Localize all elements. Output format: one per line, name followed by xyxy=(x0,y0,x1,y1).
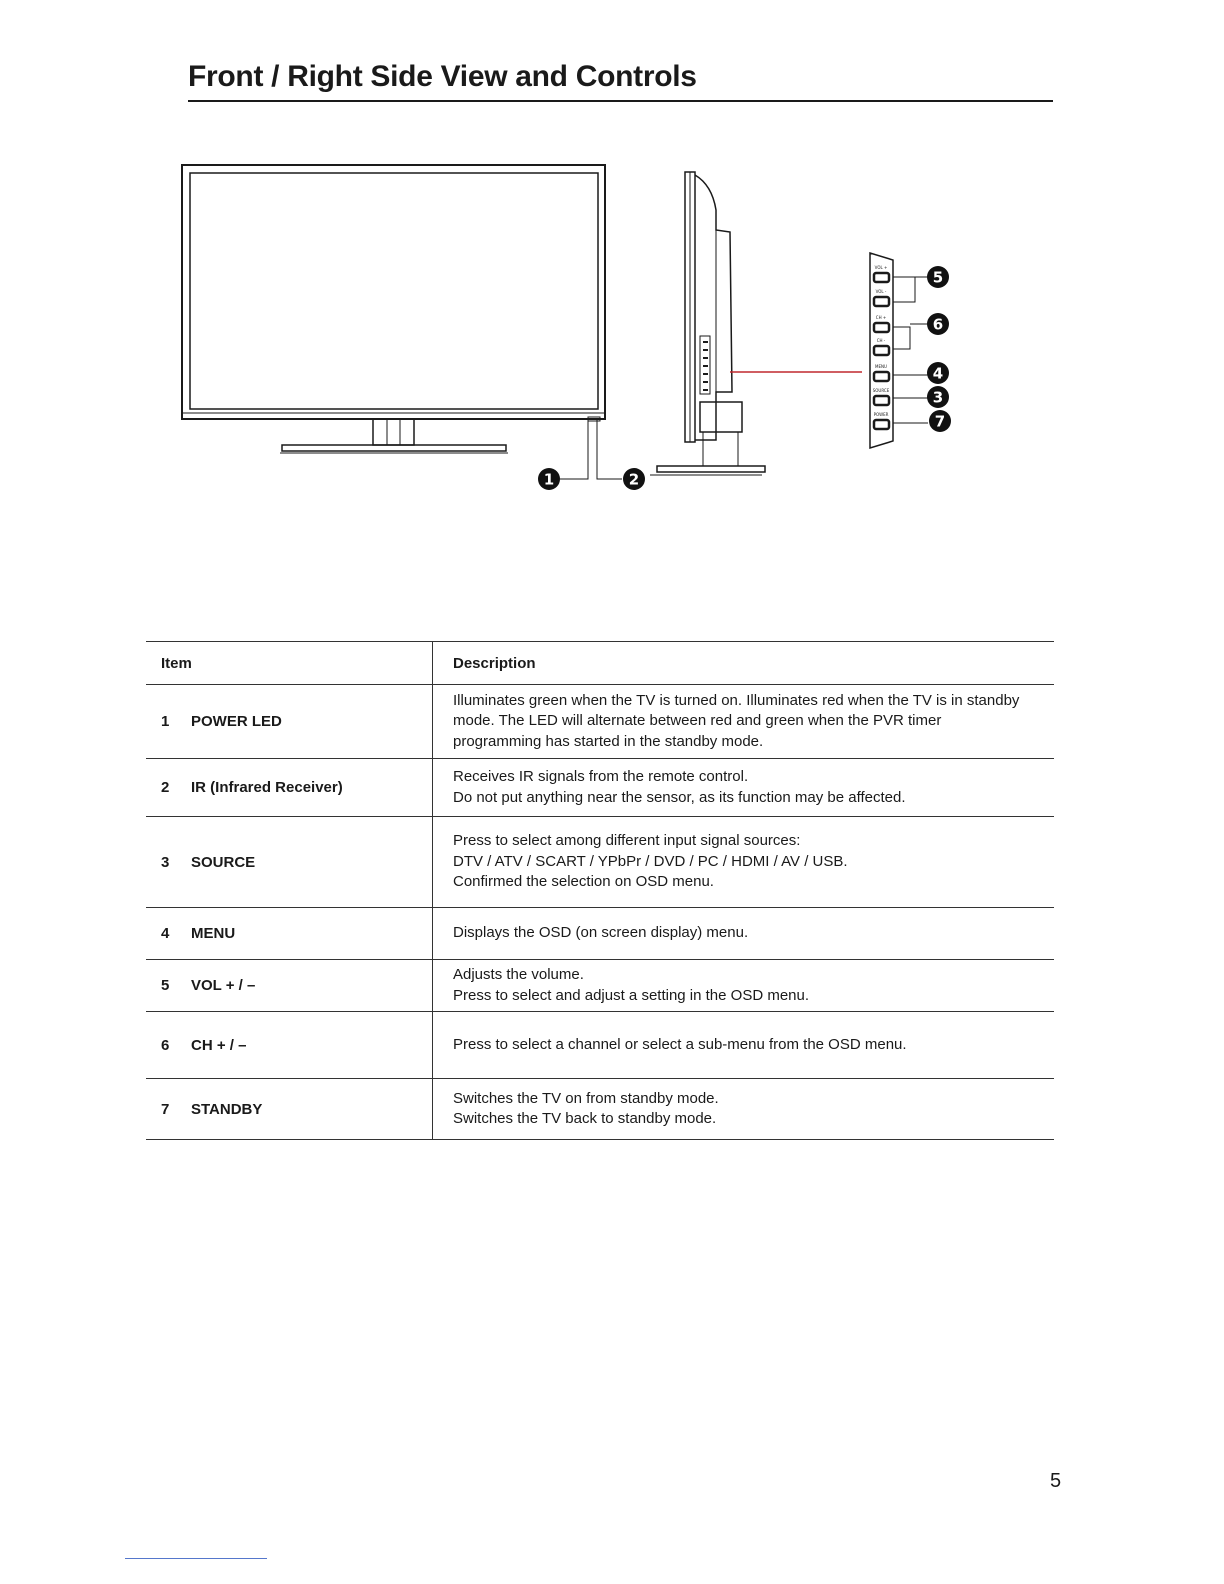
description-cell xyxy=(433,759,1055,817)
svg-text:POWER: POWER xyxy=(873,412,889,417)
callout-6 xyxy=(927,313,949,335)
svg-text:5: 5 xyxy=(932,268,944,287)
ch-minus-button xyxy=(874,346,889,355)
description-line: Do not put anything near the sensor, as its function may be affected. xyxy=(453,788,906,806)
item-name: CH + / – xyxy=(191,1036,247,1054)
table-row xyxy=(146,908,1054,960)
page-title: Front / Right Side View and Controls xyxy=(188,58,1053,102)
power-button xyxy=(874,420,889,429)
description-line: Switches the TV on from standby mode. xyxy=(453,1089,719,1107)
callout-7 xyxy=(929,410,951,432)
description-cell xyxy=(433,960,1055,1012)
description-cell xyxy=(433,1079,1055,1140)
item-number: 6 xyxy=(161,1036,170,1054)
svg-text:3: 3 xyxy=(932,388,944,407)
description-line: DTV / ATV / SCART / YPbPr / DVD / PC / HDMI / AV / USB. xyxy=(453,852,848,870)
item-name: IR (Infrared Receiver) xyxy=(191,779,343,796)
description-cell xyxy=(433,908,1055,960)
svg-text:SOURCE: SOURCE xyxy=(872,388,890,393)
callout-1 xyxy=(538,468,560,490)
item-cell xyxy=(146,908,433,960)
callout-leaders-front xyxy=(560,420,622,479)
svg-text:MENU: MENU xyxy=(875,364,887,369)
description-line: Receives IR signals from the remote control. xyxy=(453,768,749,785)
svg-text:CH -: CH - xyxy=(876,338,886,343)
svg-text:CH +: CH + xyxy=(875,315,887,320)
table-row xyxy=(146,817,1054,908)
item-name: VOL + / – xyxy=(191,977,256,994)
item-number: 7 xyxy=(161,1100,170,1118)
item-name: SOURCE xyxy=(191,853,256,871)
description-line: Illuminates green when the TV is turned on. Illuminates red when the TV is in standby xyxy=(453,691,1020,709)
item-name: MENU xyxy=(191,925,236,942)
callout-4 xyxy=(927,362,949,384)
callout-3 xyxy=(927,386,949,408)
description-line: Press to select among different input signal sources: xyxy=(453,832,801,850)
side-button-panel xyxy=(870,253,928,448)
description-line: Displays the OSD (on screen display) menu. xyxy=(453,924,749,942)
item-number: 2 xyxy=(161,779,170,796)
item-number: 5 xyxy=(161,977,170,994)
description-cell xyxy=(433,685,1055,759)
description-line: Adjusts the volume. xyxy=(453,966,584,983)
table-row xyxy=(146,759,1054,817)
item-number: 3 xyxy=(161,853,170,871)
tv-diagram xyxy=(0,140,1224,500)
svg-text:7: 7 xyxy=(934,412,946,431)
svg-text:4: 4 xyxy=(932,364,944,383)
ch-plus-button xyxy=(874,323,889,332)
description-line: Press to select a channel or select a sub-menu from the OSD menu. xyxy=(453,1035,907,1053)
svg-text:1: 1 xyxy=(543,470,555,489)
item-cell xyxy=(146,1012,433,1079)
vol-minus-button xyxy=(874,297,889,306)
table-row xyxy=(146,685,1054,759)
item-cell xyxy=(146,685,433,759)
description-line: programming has started in the standby mode. xyxy=(453,732,764,750)
table-row xyxy=(146,960,1054,1012)
callout-5 xyxy=(927,266,949,288)
description-line: Switches the TV back to standby mode. xyxy=(453,1110,717,1127)
svg-text:2: 2 xyxy=(628,470,640,489)
header-item: Item xyxy=(146,642,433,685)
header-description: Description xyxy=(433,642,1055,685)
menu-button xyxy=(874,372,889,381)
item-cell xyxy=(146,960,433,1012)
vol-plus-button xyxy=(874,273,889,282)
svg-text:VOL +: VOL + xyxy=(874,265,888,270)
item-number: 4 xyxy=(161,925,170,942)
page-number: 5 xyxy=(1050,1470,1062,1492)
callout-2 xyxy=(623,468,645,490)
item-name: STANDBY xyxy=(191,1100,263,1118)
item-name: POWER LED xyxy=(191,713,282,730)
description-cell xyxy=(433,817,1055,908)
table-row xyxy=(146,1012,1054,1079)
description-line: Press to select and adjust a setting in the OSD menu. xyxy=(453,986,810,1004)
table-row xyxy=(146,1079,1054,1140)
description-line: mode. The LED will alternate between red and green when the PVR timer xyxy=(453,712,942,730)
tv-side-view xyxy=(650,172,765,475)
table-header-row xyxy=(146,642,1054,685)
controls-table xyxy=(146,641,1054,1140)
description-cell xyxy=(433,1012,1055,1079)
item-cell xyxy=(146,1079,433,1140)
item-number: 1 xyxy=(161,713,170,730)
item-cell xyxy=(146,817,433,908)
item-cell xyxy=(146,759,433,817)
svg-text:6: 6 xyxy=(932,315,944,334)
footer-rule xyxy=(125,1558,267,1559)
source-button xyxy=(874,396,889,405)
svg-text:VOL -: VOL - xyxy=(875,289,887,294)
tv-front-view xyxy=(182,165,605,453)
description-line: Confirmed the selection on OSD menu. xyxy=(453,873,714,891)
